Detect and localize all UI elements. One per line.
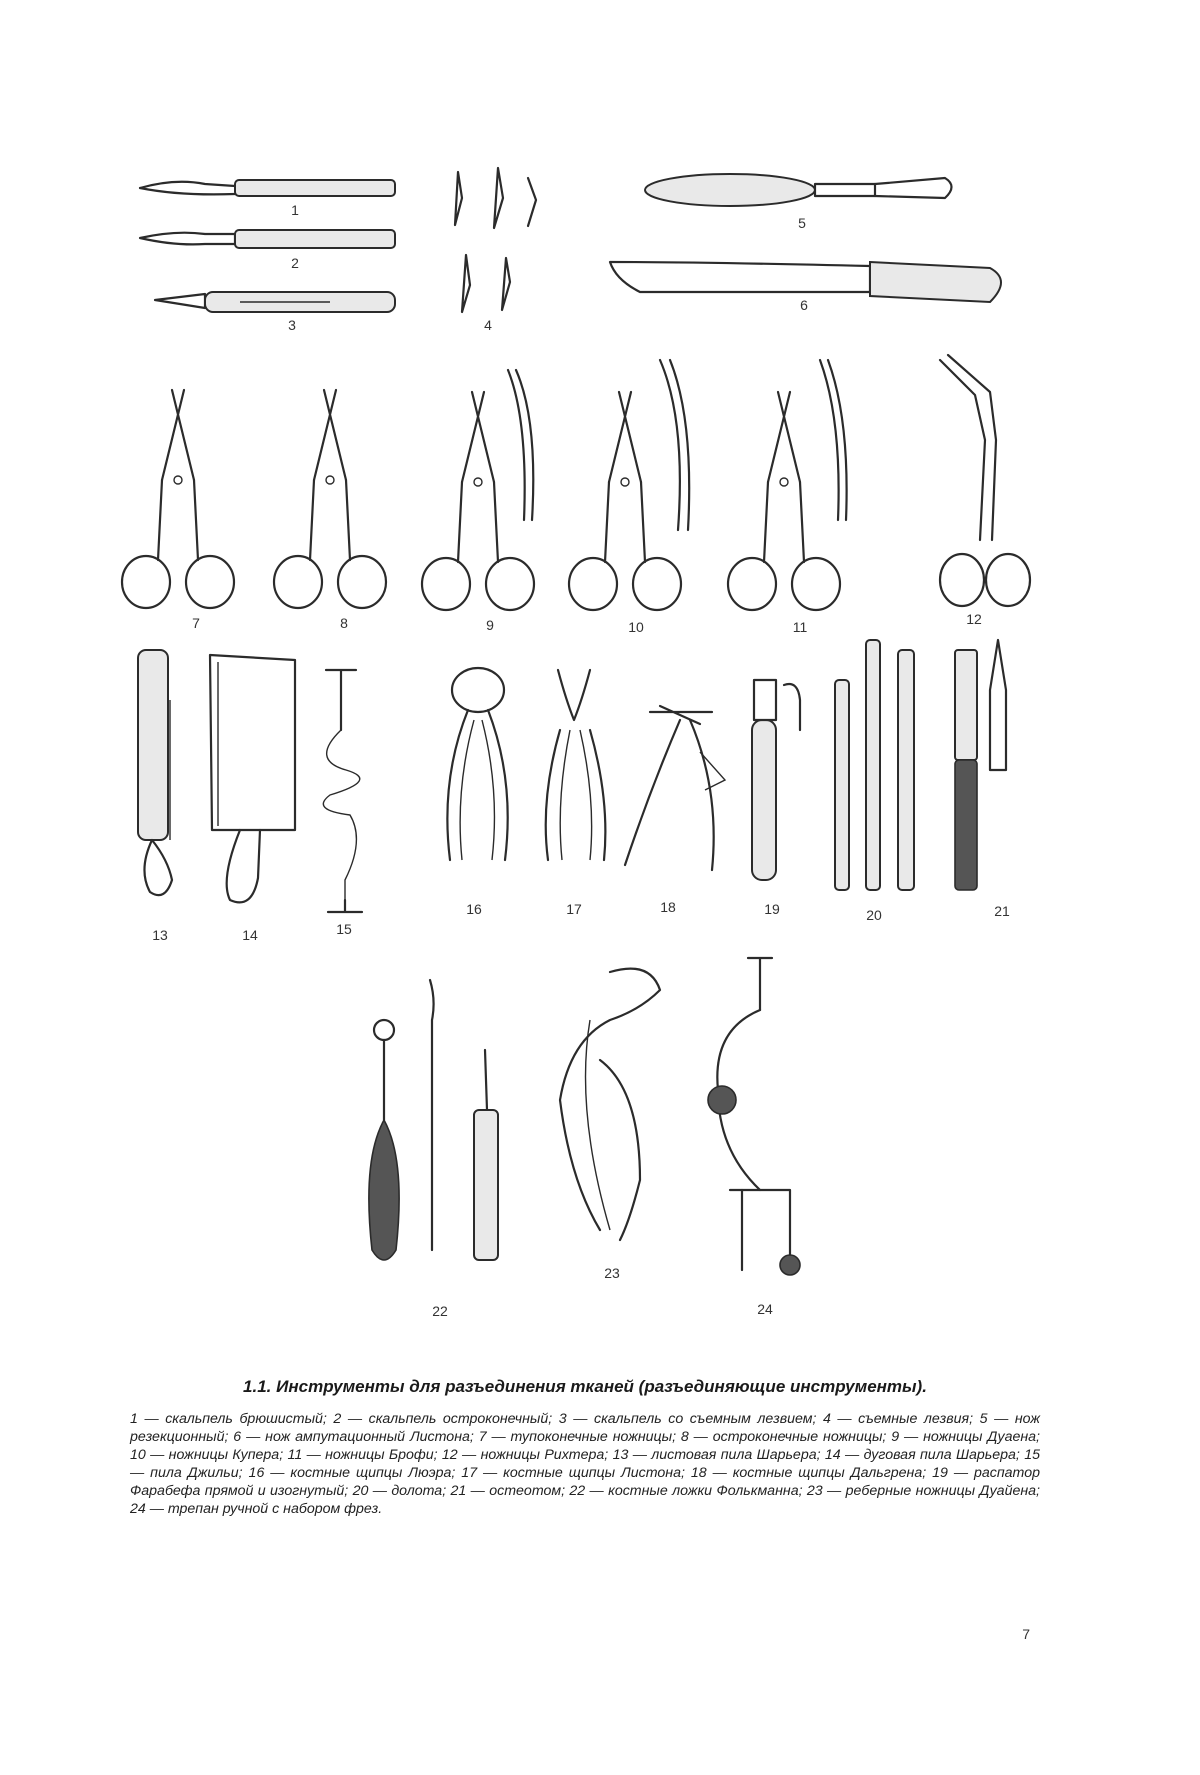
label-23: 23 bbox=[604, 1265, 620, 1281]
figure-number: 1.1. bbox=[243, 1377, 272, 1396]
label-7: 7 bbox=[192, 615, 200, 631]
scalpel-bellied-drawing bbox=[140, 180, 395, 196]
scalpel-removable-blade-drawing bbox=[155, 292, 395, 312]
label-11: 11 bbox=[792, 619, 808, 635]
label-18: 18 bbox=[660, 899, 676, 915]
richter-scissors-drawing bbox=[940, 355, 1030, 606]
blunt-scissors-drawing bbox=[122, 390, 234, 608]
gigli-saw-drawing bbox=[323, 670, 362, 912]
label-21: 21 bbox=[994, 903, 1010, 919]
label-10: 10 bbox=[628, 619, 644, 635]
cooper-scissors-drawing bbox=[569, 360, 689, 610]
removable-blades-drawing bbox=[455, 168, 536, 312]
label-24: 24 bbox=[757, 1301, 773, 1317]
chisels-drawing bbox=[835, 640, 914, 890]
volkmann-bone-spoons-drawing bbox=[369, 980, 498, 1260]
label-2: 2 bbox=[291, 255, 299, 271]
hand-trephine-drawing bbox=[708, 958, 800, 1275]
doyen-rib-shears-drawing bbox=[560, 969, 660, 1240]
amputation-knife-drawing bbox=[610, 262, 1001, 302]
label-20: 20 bbox=[866, 907, 882, 923]
label-12: 12 bbox=[966, 611, 982, 627]
label-9: 9 bbox=[486, 617, 494, 633]
farabeuf-raspatory-drawing bbox=[752, 680, 800, 880]
scalpel-pointed-drawing bbox=[140, 230, 395, 248]
label-8: 8 bbox=[340, 615, 348, 631]
label-16: 16 bbox=[466, 901, 482, 917]
label-14: 14 bbox=[242, 927, 258, 943]
label-17: 17 bbox=[566, 901, 582, 917]
label-13: 13 bbox=[152, 927, 168, 943]
label-5: 5 bbox=[798, 215, 806, 231]
label-1: 1 bbox=[291, 202, 299, 218]
luer-bone-forceps-drawing bbox=[447, 668, 507, 860]
label-22: 22 bbox=[432, 1303, 448, 1319]
figure-legend: 1 — скальпель брюшистый; 2 — скальпель остроконечный; 3 — скальпель со съемным лезвием; 4 — съемные лезвия; 5 — нож резекционный; 6 — нож ампутационный Листона; 7 — тупоконечные ножницы; 8 — остроконечные ножницы; 9 — ножницы Дуаена; 10 — ножницы Купера; 11 — ножницы Брофи; 12 — ножницы Рихтера; 13 — листовая пила Шарьера; 14 — дуговая пила Шарьера; 15 — пила Джильи; 16 — костные щипцы Люэра; 17 — костные щипцы Листона; 18 — костные щипцы Дальгрена; 19 — распатор Фарабефа прямой и изогнутый; 20 — долота; 21 — остеотом; 22 — костные ложки Фолькманна; 23 — реберные ножницы Дуайена; 24 — трепан ручной с набором фрез. bbox=[130, 1411, 1040, 1517]
sharp-scissors-drawing bbox=[274, 390, 386, 608]
leaf-saw-drawing bbox=[138, 650, 172, 895]
dahlgren-bone-forceps-drawing bbox=[625, 706, 725, 870]
label-3: 3 bbox=[288, 317, 296, 333]
label-19: 19 bbox=[764, 901, 780, 917]
brophy-scissors-drawing bbox=[728, 360, 847, 610]
figure-title: Инструменты для разъединения тканей (разъединяющие инструменты). bbox=[276, 1377, 927, 1396]
osteotome-drawing bbox=[955, 640, 1006, 890]
page-number: 7 bbox=[1022, 1626, 1030, 1642]
label-4: 4 bbox=[484, 317, 492, 333]
resection-knife-drawing bbox=[645, 174, 952, 206]
label-6: 6 bbox=[800, 297, 808, 313]
figure-caption-title bbox=[130, 1377, 1040, 1397]
doyen-scissors-drawing bbox=[422, 370, 534, 610]
liston-bone-forceps-drawing bbox=[546, 670, 606, 860]
arc-saw-drawing bbox=[210, 655, 295, 902]
label-15: 15 bbox=[336, 921, 352, 937]
